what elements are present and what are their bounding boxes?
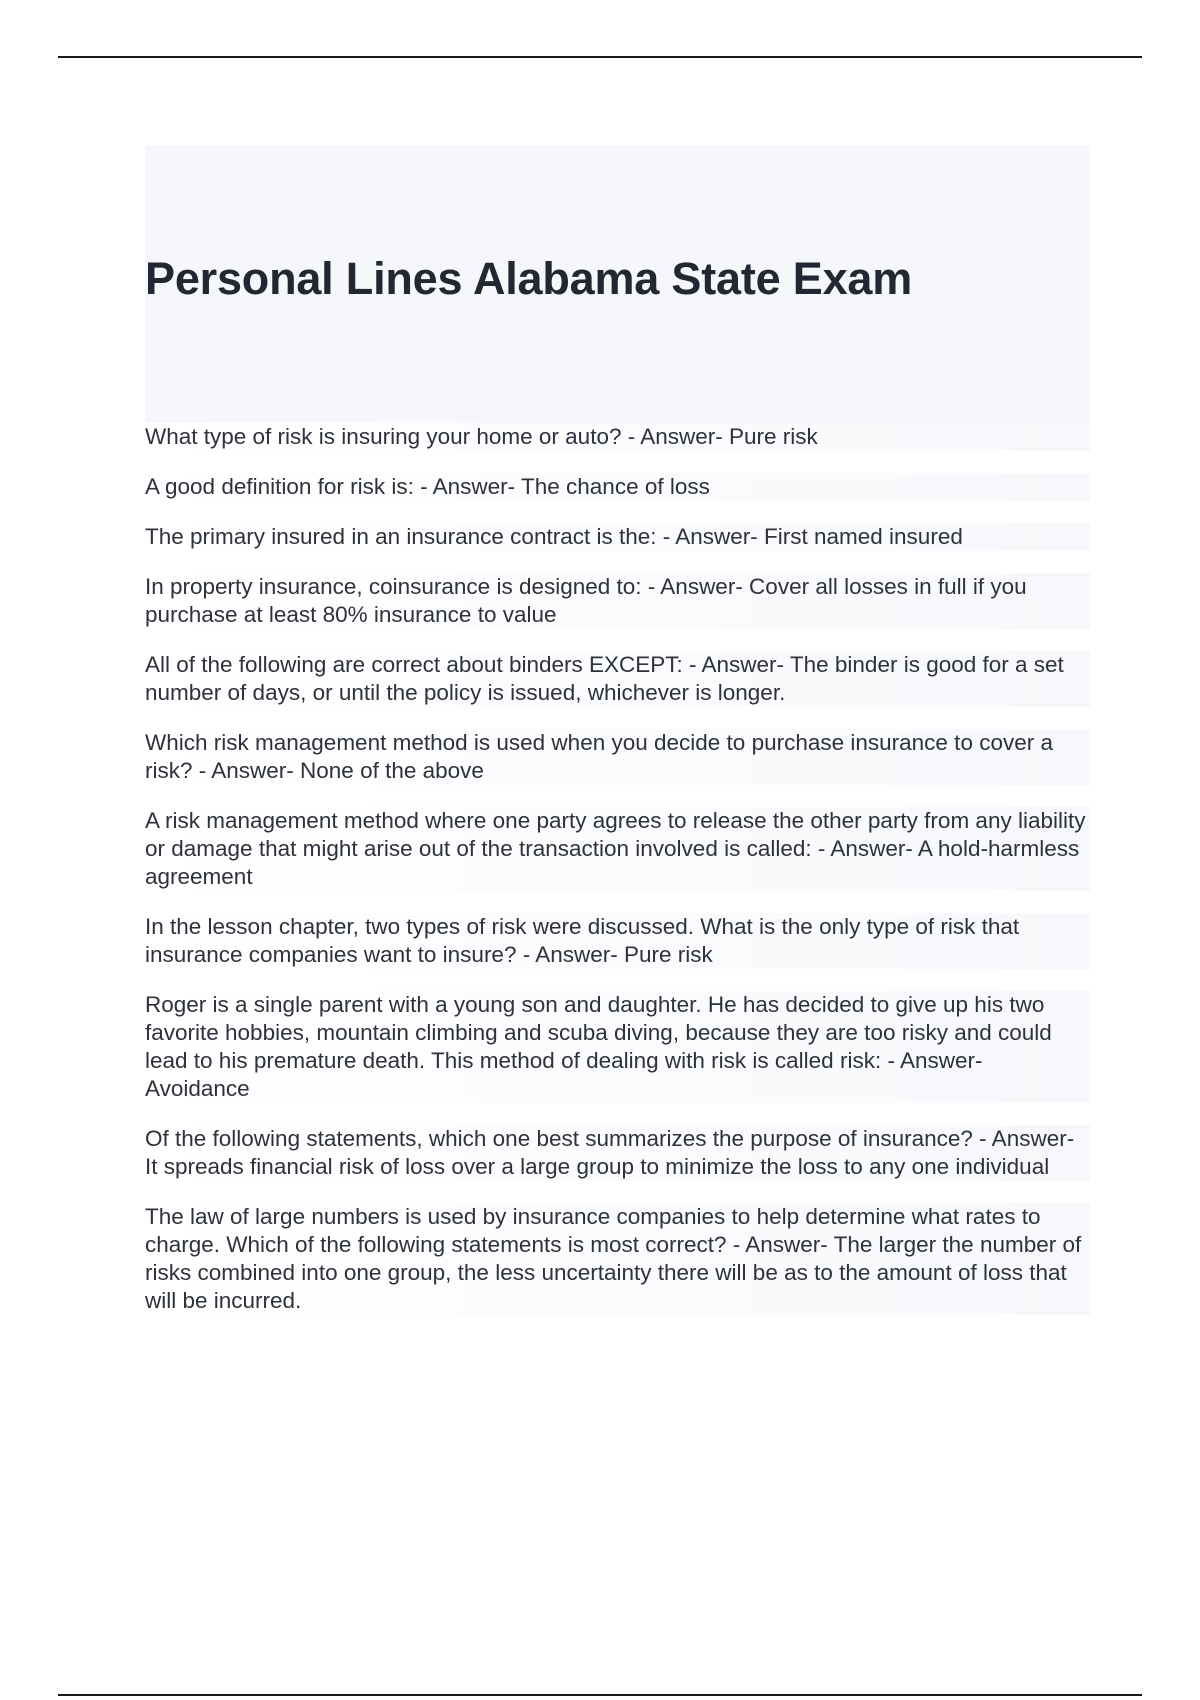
qa-item: Roger is a single parent with a young son and daughter. He has decided to give up his two favorite hobbies, mountain climbing and scuba diving, because they are too risky and could lead to his premature death. This method of dealing with risk is called risk: - Answer- Avoidance <box>145 991 1090 1103</box>
qa-item: Of the following statements, which one best summarizes the purpose of insurance? - Answer- It spreads financial risk of loss over a large group to minimize the loss to any one individual <box>145 1125 1090 1181</box>
qa-item: A risk management method where one party agrees to release the other party from any liability or damage that might arise out of the transaction involved is called: - Answer- A hold-harmless agreement <box>145 807 1090 891</box>
qa-item: The primary insured in an insurance contract is the: - Answer- First named insured <box>145 523 1090 551</box>
qa-item: A good definition for risk is: - Answer- The chance of loss <box>145 473 1090 501</box>
bottom-rule <box>58 1694 1142 1696</box>
qa-item: What type of risk is insuring your home or auto? - Answer- Pure risk <box>145 423 1090 451</box>
qa-item: In the lesson chapter, two types of risk were discussed. What is the only type of risk that insurance companies want to insure? - Answer- Pure risk <box>145 913 1090 969</box>
qa-item: In property insurance, coinsurance is designed to: - Answer- Cover all losses in full if you purchase at least 80% insurance to value <box>145 573 1090 629</box>
qa-item: The law of large numbers is used by insurance companies to help determine what rates to charge. Which of the following statements is most correct? - Answer- The larger the number of risks combined into one group, the less uncertainty there will be as to the amount of loss that will be incurred. <box>145 1203 1090 1315</box>
title-band <box>145 145 1090 423</box>
document-body <box>145 145 1090 1315</box>
qa-list <box>145 423 1090 1315</box>
qa-item: Which risk management method is used when you decide to purchase insurance to cover a risk? - Answer- None of the above <box>145 729 1090 785</box>
page-title: Personal Lines Alabama State Exam <box>145 253 913 304</box>
qa-item: All of the following are correct about binders EXCEPT: - Answer- The binder is good for a set number of days, or until the policy is issued, whichever is longer. <box>145 651 1090 707</box>
top-rule <box>58 56 1142 58</box>
